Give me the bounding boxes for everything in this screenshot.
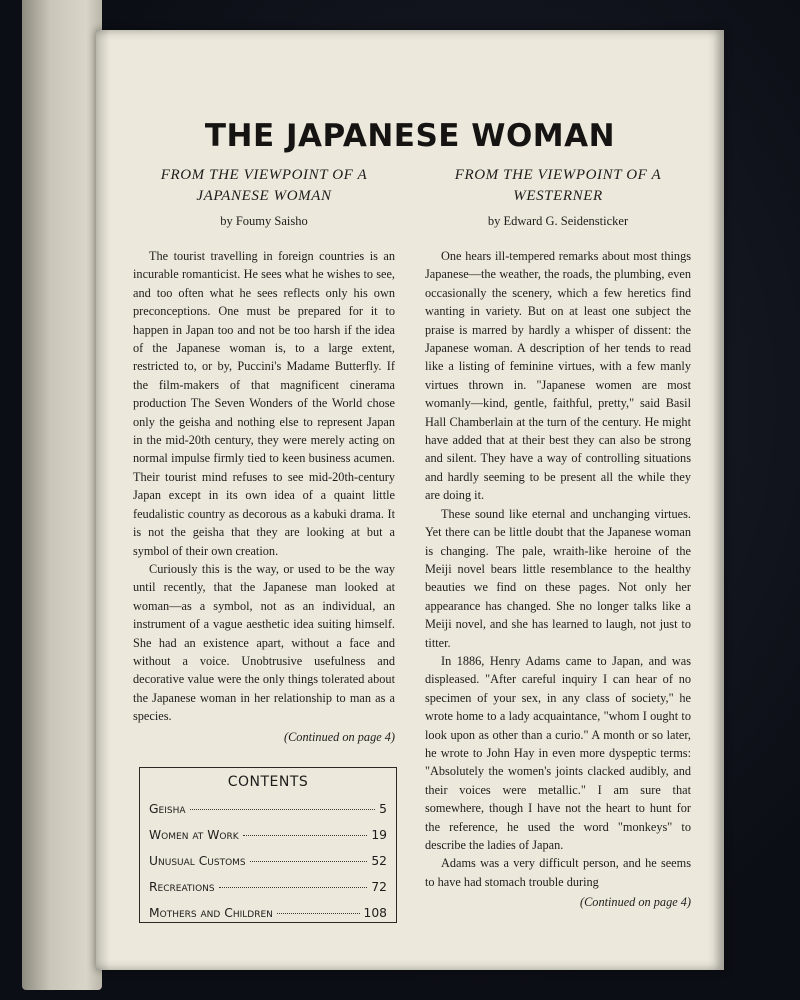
article-title: THE JAPANESE WOMAN bbox=[204, 118, 616, 154]
toc-label: Geisha bbox=[149, 802, 186, 816]
toc-label: Mothers and Children bbox=[149, 906, 273, 920]
toc-page-number: 72 bbox=[371, 880, 387, 894]
toc-leader-dots bbox=[219, 887, 368, 888]
magazine-page bbox=[96, 30, 724, 970]
contents-title: CONTENTS bbox=[227, 774, 309, 790]
right-continued-note: (Continued on page 4) bbox=[580, 895, 691, 910]
right-heading-line2: WESTERNER bbox=[513, 188, 603, 204]
toc-leader-dots bbox=[250, 861, 368, 862]
left-heading-line1: FROM THE VIEWPOINT OF A bbox=[160, 167, 368, 183]
right-paragraph-2: These sound like eternal and unchanging virtues. Yet there can be little doubt that the Japanese woman is changing. The pale, wraith-like heroine of the Meiji novel bears little resemblance to the healthy beauties we find on these pages. Not only her appearance has changed. She no longer talks like a Meiji novel, and she has learned to laugh, not just to titter. bbox=[425, 506, 691, 650]
toc-row-women-at-work bbox=[149, 828, 387, 854]
toc-page-number: 19 bbox=[371, 828, 387, 842]
toc-page-number: 5 bbox=[379, 802, 387, 816]
contents-box bbox=[139, 767, 397, 923]
left-continued-note: (Continued on page 4) bbox=[284, 729, 395, 744]
toc-leader-dots bbox=[243, 835, 368, 836]
right-article-body bbox=[425, 247, 691, 891]
toc-leader-dots bbox=[277, 913, 360, 914]
right-column-heading bbox=[425, 165, 691, 207]
right-heading-line1: FROM THE VIEWPOINT OF A bbox=[454, 167, 662, 183]
toc-label: Recreations bbox=[149, 880, 215, 894]
left-article-body bbox=[133, 247, 395, 726]
right-paragraph-3: In 1886, Henry Adams came to Japan, and was displeased. "After careful inquiry I can hear of no specimen of your sex, in any class of society," he wrote home to a lady acquaintance, "whom I ought to look upon as other than a curio." A month or so later, he wrote to John Hay in even more dyspeptic terms: "Absolutely the women's joints clacked audibly, and their voices were metallic." I am sure that somewhere, though I have not the heart to hunt for the reference, he used the word "monkeys" to describe the ladies of Japan. bbox=[425, 653, 691, 852]
left-column bbox=[133, 165, 395, 745]
toc-label: Women at Work bbox=[149, 828, 239, 842]
right-column bbox=[425, 165, 691, 910]
left-paragraph-2: Curiously this is the way, or used to be the way until recently, that the Japanese man looked at woman—as a symbol, not as an individual, an instrument of a vague aesthetic idea suiting himself. She had an existence apart, without a face and without a voice. Unobtrusive usefulness and decorative value were the only things tolerated about the Japanese woman in her relationship to man as a species. bbox=[133, 561, 395, 724]
toc-row-unusual-customs bbox=[149, 854, 387, 880]
left-column-heading bbox=[133, 165, 395, 207]
toc-page-number: 108 bbox=[363, 906, 387, 920]
page-spine-shadow bbox=[96, 30, 110, 970]
previous-page-edge bbox=[22, 0, 102, 990]
left-paragraph-1: The tourist travelling in foreign countries is an incurable romanticist. He sees what he wishes to see, and too often what he sees reflects only his own preconceptions. One must be prepared for it to happen in Japan too and not be too harsh if the idea of the Japanese woman is, to a large extent, restricted to, or by, Puccini's Madame Butterfly. If the film-makers of that magnificent cinerama production The Seven Wonders of the World chose only the geisha and nothing else to represent Japan in the mid-20th century, they were merely acting on normal impulse firmly tied to keen business acumen. Their tourist mind refuses to see mid-20th-century Japan except in its own idea of a quaint little feudalistic country as decorous as a kabuki drama. It is not the geisha that they are looking at but a symbol of their own creation. bbox=[133, 249, 395, 558]
left-byline: by Foumy Saisho bbox=[220, 214, 308, 228]
toc-page-number: 52 bbox=[371, 854, 387, 868]
right-paragraph-4: Adams was a very difficult person, and he seems to have had stomach trouble during bbox=[425, 856, 691, 889]
toc-row-recreations bbox=[149, 880, 387, 906]
toc-row-mothers-and-children bbox=[149, 906, 387, 932]
right-byline: by Edward G. Seidensticker bbox=[487, 214, 629, 228]
toc-leader-dots bbox=[190, 809, 376, 810]
right-paragraph-1: One hears ill-tempered remarks about most things Japanese—the weather, the roads, the plumbing, even occasionally the scenery, which a few heretics find wanting in variety. But on at least one subject the praise is marred by hardly a whisper of dissent: the Japanese woman. A description of her tends to read like a listing of feminine virtues, with a few manly virtues thrown in. "Japanese women are most womanly—kind, gentle, faithful, pretty," said Basil Hall Chamberlain at the turn of the century. He might have added that at their best they can also be strong and silent. They have a way of controlling situations and hardly seeming to be present all the while they are doing it. bbox=[425, 249, 691, 503]
left-heading-line2: JAPANESE WOMAN bbox=[196, 188, 332, 204]
toc-row-geisha bbox=[149, 802, 387, 828]
toc-label: Unusual Customs bbox=[149, 854, 246, 868]
